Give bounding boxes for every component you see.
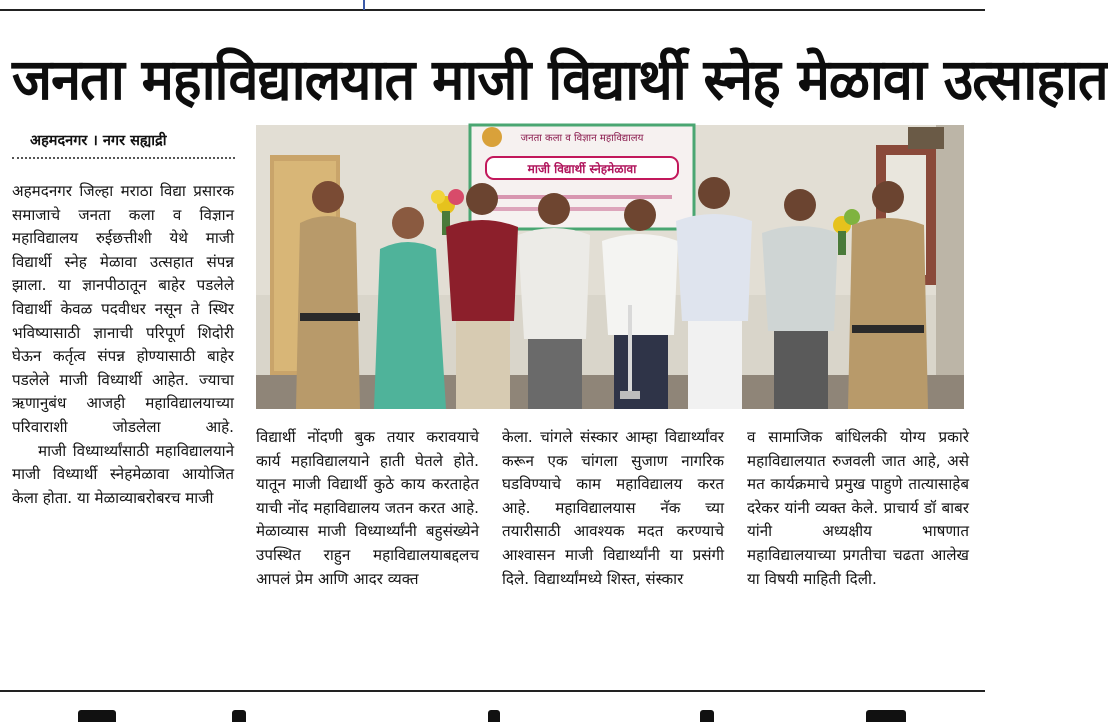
column-4 <box>747 426 969 591</box>
column-1-paragraph-2: माजी विध्यार्थ्यांसाठी महाविद्यालयाने माजी विध्यार्थी स्नेहमेळावा आयोजित केला होता. या मेळाव्याबरोबरच माजी <box>12 441 234 507</box>
column-2 <box>256 426 479 591</box>
top-rule <box>0 9 985 11</box>
next-headline-fragment <box>0 708 985 720</box>
column-2-text: विद्यार्थी नोंदणी बुक तयार करावयाचे कार्य महाविद्यालयाने हाती घेतले होते. यातून माजी विद्यार्थी कुठे काय करताहेत याची नोंद महाविद्यालय जतन करत आहे. मेळाव्यास माजी विध्यार्थ्यांनी बहुसंख्येने उपस्थित राहुन महाविद्यालयाबद्दलच आपलं प्रेम आणि आदर व्यक्त <box>256 428 479 588</box>
column-3 <box>502 426 724 591</box>
dateline-rule <box>12 157 235 159</box>
banner-line2: माजी विद्यार्थी स्नेहमेळावा <box>527 162 637 176</box>
headline: जनता महाविद्यालयात माजी विद्यार्थी स्नेह मेळावा उत्साहात <box>12 46 1108 113</box>
banner-line1: जनता कला व विज्ञान महाविद्यालय <box>520 133 644 144</box>
bottom-rule <box>0 690 985 692</box>
column-1 <box>12 180 234 510</box>
dateline: अहमदनगर । नगर सह्याद्री <box>30 133 167 149</box>
banner <box>470 125 694 229</box>
column-3-text: केला. चांगले संस्कार आम्हा विद्यार्थ्यांवर करून एक चांगला सुजाण नागरिक घडविण्याचे काम महाविद्यालय करत आहे. महाविद्यालयास नॅक च्या तयारीसाठी आवश्यक मदत करण्याचे आश्वासन माजी विद्यार्थ्यांनी या प्रसंगी दिले. विद्यार्थ्यांमध्ये शिस्त, संस्कार <box>502 428 724 588</box>
top-tick <box>363 0 365 10</box>
news-photo <box>256 125 964 409</box>
column-4-text: व सामाजिक बांधिलकी योग्य प्रकारे महाविद्यालयात रुजवली जात आहे, असे मत कार्यक्रमाचे प्रमुख पाहुणे तात्यासाहेब दरेकर यांनी व्यक्त केले. प्राचार्य डॉ बाबर यांनी अध्यक्षीय भाषणात महाविद्यालयाच्या प्रगतीचा चढता आलेख या विषयी माहिती दिली. <box>747 428 969 588</box>
column-1-paragraph-1: अहमदनगर जिल्हा मराठा विद्या प्रसारक समाजाचे जनता कला व विज्ञान महाविद्यालय रुईछत्तीशी येथे माजी विद्यार्थी स्नेह मेळावा उत्सहात संपन्न झाला. या ज्ञानपीठातून बाहेर पडलेले विद्यार्थी केवळ पदवीधर नसून ते स्थिर भविष्यासाठी ज्ञानाची परिपूर्ण शिदोरी घेऊन कर्तृत्व संपन्न होण्यासाठी बाहेर पडलेले माजी विध्यार्थी आहेत. ज्याचा ऋणानुबंध आजही महाविद्यालयाच्या परिवाराशी जोडलेला आहे. <box>12 182 234 436</box>
